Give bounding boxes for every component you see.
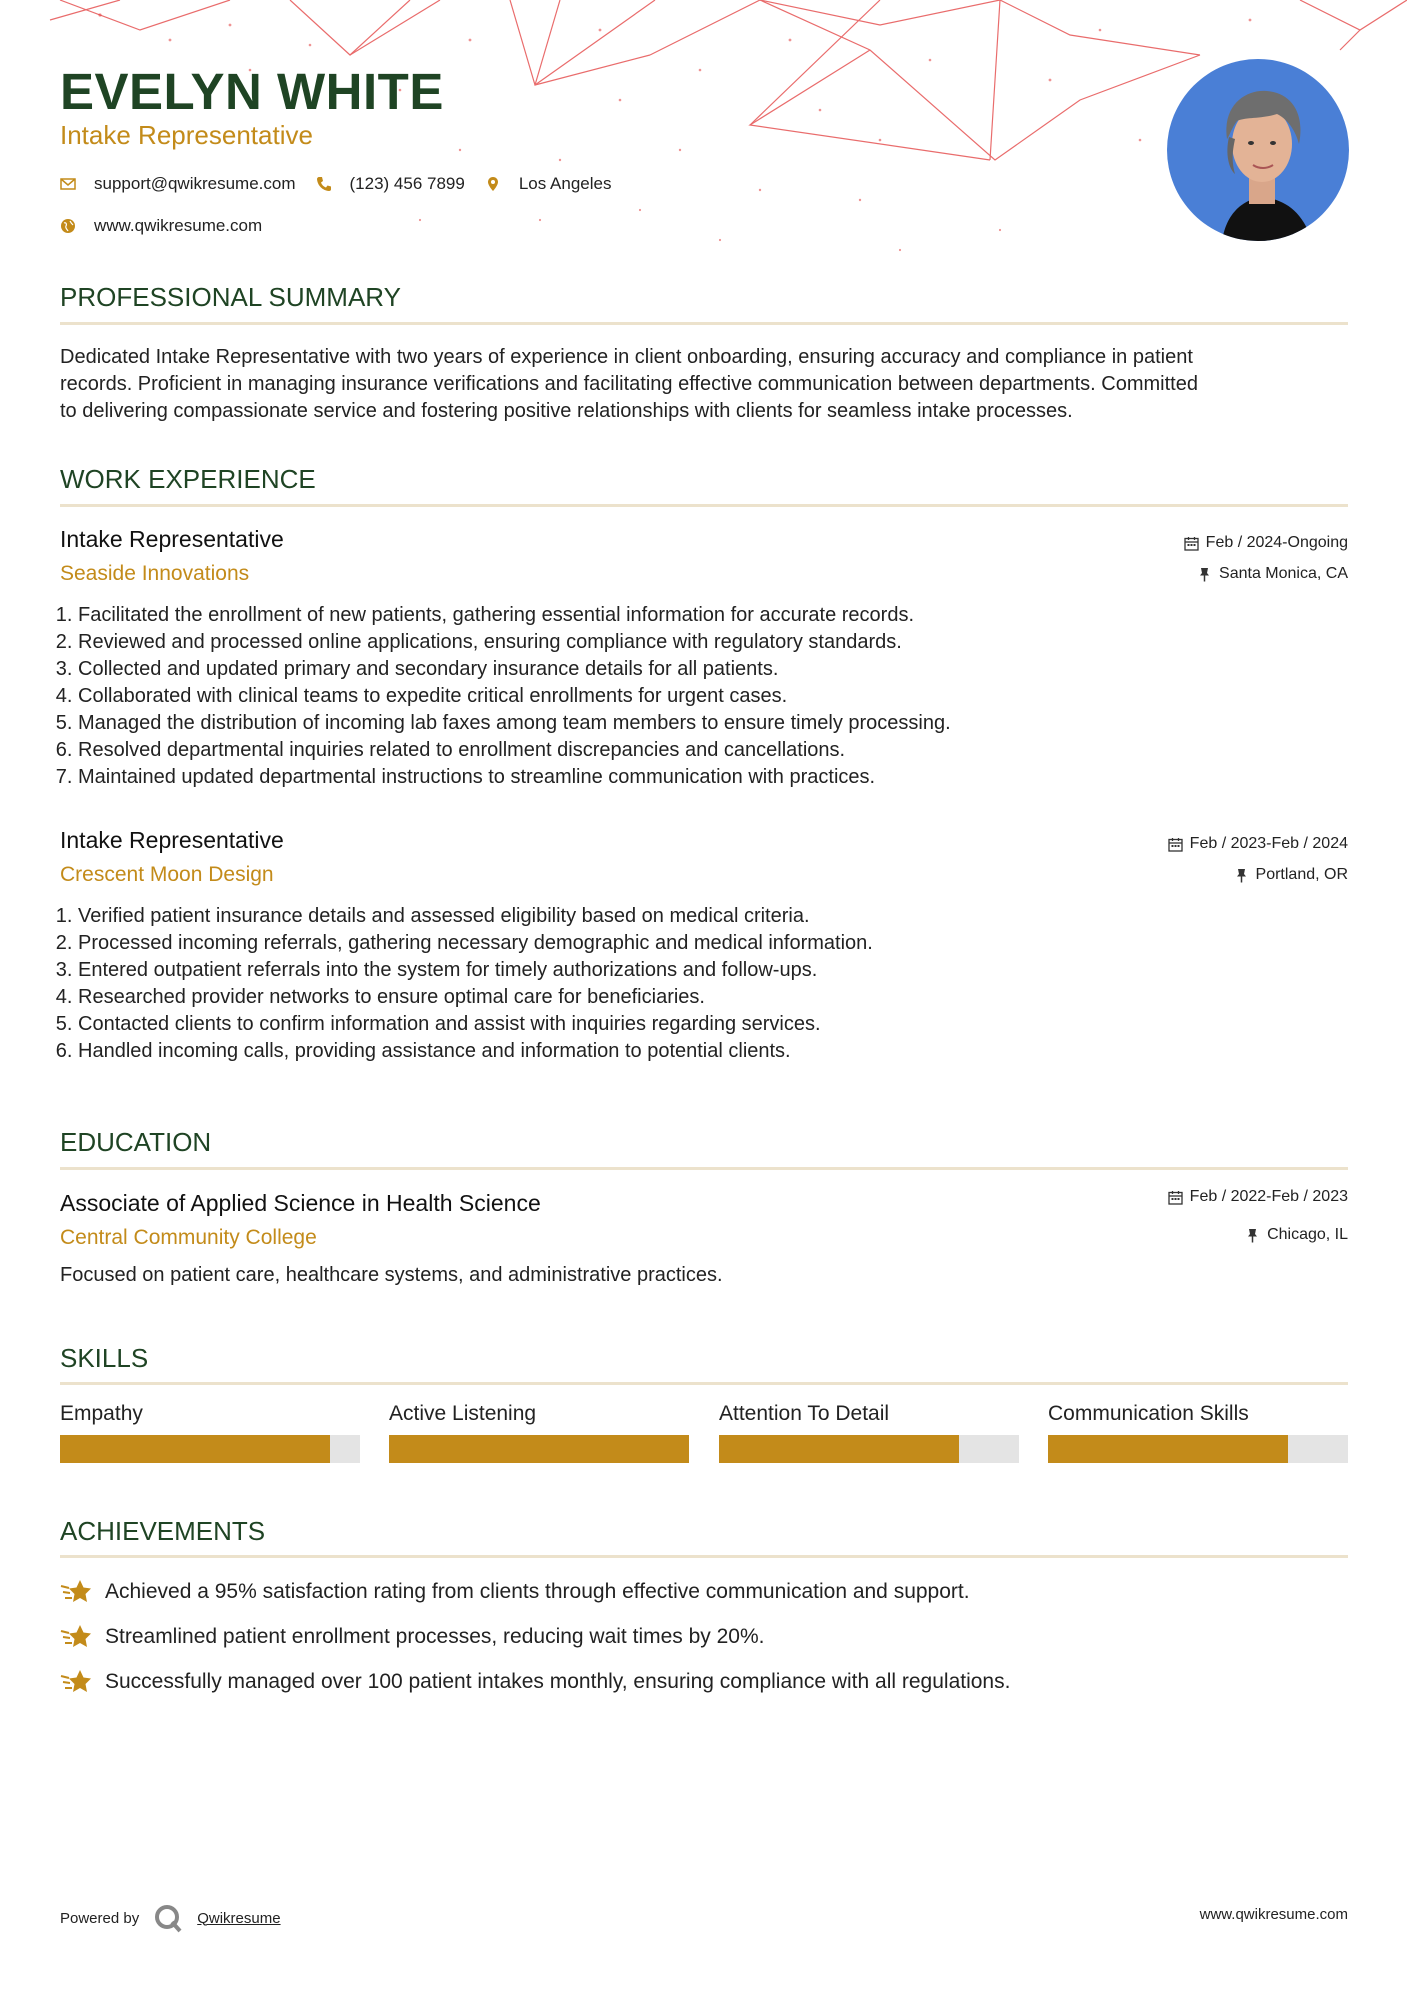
job-title: Intake Representative — [60, 827, 284, 853]
skill-item — [60, 1402, 360, 1426]
achievement-text: Achieved a 95% satisfaction rating from clients through effective communication and support. — [105, 1580, 970, 1603]
education-description: Focused on patient care, healthcare systems, and administrative practices. — [60, 1264, 723, 1286]
contact-location — [485, 174, 612, 194]
skill-bar — [389, 1435, 689, 1463]
skill-bar — [1048, 1435, 1348, 1463]
list-item: 5. Contacted clients to confirm information and assist with inquiries regarding services. — [78, 1011, 873, 1038]
list-item: 3. Collected and updated primary and secondary insurance details for all patients. — [78, 656, 951, 683]
job-bullets — [52, 903, 873, 1065]
list-item: 4. Researched provider networks to ensure optimal care for beneficiaries. — [78, 984, 873, 1011]
skill-bar — [719, 1435, 1019, 1463]
degree-title: Associate of Applied Science in Health Science — [60, 1190, 541, 1216]
skill-name: Empathy — [60, 1402, 143, 1425]
achievements-heading: ACHIEVEMENTS — [60, 1516, 266, 1546]
avatar-icon — [1167, 59, 1349, 241]
job-dates — [1168, 835, 1348, 853]
achievement-item — [60, 1577, 970, 1607]
summary-line: records. Proficient in managing insurance verifications and facilitating effective communication between departments. Committed — [60, 373, 1198, 395]
shooting-star-icon — [60, 1622, 92, 1652]
skill-name: Attention To Detail — [719, 1402, 890, 1425]
job-location-text: Portland, OR — [1255, 866, 1348, 883]
list-item: 6. Resolved departmental inquiries related to enrollment discrepancies and cancellations. — [78, 737, 951, 764]
summary-line: to delivering compassionate service and fostering positive relationships with clients for seamless intake processes. — [60, 400, 1073, 422]
job-dates-text: Feb / 2024-Ongoing — [1205, 534, 1348, 551]
list-item: 2. Processed incoming referrals, gathering necessary demographic and medical information. — [78, 930, 873, 957]
contact-row-2 — [60, 216, 282, 236]
qwikresume-link[interactable]: Qwikresume — [197, 1909, 281, 1927]
website-text: www.qwikresume.com — [94, 216, 263, 235]
skill-bar-fill — [719, 1435, 959, 1463]
profile-photo — [1167, 59, 1349, 241]
list-item: 7. Maintained updated departmental instructions to streamline communication with practices. — [78, 764, 951, 791]
skill-item — [719, 1402, 1019, 1426]
skills-heading: SKILLS — [60, 1343, 149, 1373]
summary-heading: PROFESSIONAL SUMMARY — [60, 282, 401, 312]
job-bullets — [52, 602, 951, 791]
summary-divider — [60, 322, 1348, 325]
education-location-text: Chicago, IL — [1267, 1226, 1348, 1243]
candidate-role: Intake Representative — [60, 120, 313, 150]
experience-heading: WORK EXPERIENCE — [60, 464, 316, 494]
contact-email[interactable] — [60, 174, 296, 194]
achievement-item — [60, 1622, 765, 1652]
skill-bar-fill — [60, 1435, 330, 1463]
envelope-icon — [60, 176, 76, 192]
list-item: 1. Facilitated the enrollment of new patients, gathering essential information for accurate records. — [78, 602, 951, 629]
skill-name: Active Listening — [389, 1402, 537, 1425]
education-dates-text: Feb / 2022-Feb / 2023 — [1189, 1188, 1348, 1205]
contact-website[interactable] — [60, 216, 262, 236]
contact-phone[interactable] — [316, 174, 465, 194]
summary-line: Dedicated Intake Representative with two years of experience in client onboarding, ensuring accuracy and compliance in patient — [60, 346, 1193, 368]
summary-text — [60, 344, 1350, 425]
calendar-icon — [1168, 837, 1183, 852]
calendar-icon — [1184, 536, 1199, 551]
education-location — [1245, 1226, 1348, 1244]
email-text: support@qwikresume.com — [94, 174, 296, 193]
list-item: 2. Reviewed and processed online applications, ensuring compliance with regulatory standards. — [78, 629, 951, 656]
pushpin-icon — [1197, 567, 1212, 582]
skill-name: Communication Skills — [1048, 1402, 1249, 1425]
qwikresume-logo-icon — [153, 1903, 183, 1933]
achievements-divider — [60, 1555, 1348, 1558]
job-title: Intake Representative — [60, 526, 284, 552]
contact-row-1 — [60, 174, 631, 194]
shooting-star-icon — [60, 1667, 92, 1697]
job-location — [1197, 565, 1348, 583]
skill-bar-fill — [389, 1435, 689, 1463]
list-item: 1. Verified patient insurance details and assessed eligibility based on medical criteria. — [78, 903, 873, 930]
list-item: 5. Managed the distribution of incoming lab faxes among team members to ensure timely processing. — [78, 710, 951, 737]
job-company: Seaside Innovations — [60, 562, 250, 585]
achievement-text: Successfully managed over 100 patient intakes monthly, ensuring compliance with all regulations. — [105, 1670, 1011, 1693]
location-text: Los Angeles — [518, 174, 612, 193]
skill-item — [389, 1402, 689, 1426]
pushpin-icon — [1234, 868, 1249, 883]
candidate-name: EVELYN WHITE — [60, 63, 444, 120]
phone-icon — [316, 176, 332, 192]
footer-powered-by — [60, 1903, 281, 1933]
job-location — [1234, 866, 1348, 884]
job-dates — [1184, 534, 1348, 552]
achievement-text: Streamlined patient enrollment processes, reducing wait times by 20%. — [105, 1625, 765, 1648]
skill-bar — [60, 1435, 360, 1463]
shooting-star-icon — [60, 1577, 92, 1607]
education-heading: EDUCATION — [60, 1127, 212, 1157]
education-dates — [1168, 1188, 1348, 1206]
achievement-item — [60, 1667, 1010, 1697]
job-dates-text: Feb / 2023-Feb / 2024 — [1189, 835, 1348, 852]
pushpin-icon — [1245, 1228, 1260, 1243]
skill-item — [1048, 1402, 1348, 1426]
map-pin-icon — [485, 176, 501, 192]
list-item: 6. Handled incoming calls, providing assistance and information to potential clients. — [78, 1038, 873, 1065]
phone-text: (123) 456 7899 — [349, 174, 465, 193]
list-item: 4. Collaborated with clinical teams to expedite critical enrollments for urgent cases. — [78, 683, 951, 710]
powered-by-label: Powered by — [60, 1909, 140, 1927]
skill-bar-fill — [1048, 1435, 1288, 1463]
calendar-icon — [1168, 1190, 1183, 1205]
globe-icon — [60, 218, 76, 234]
skills-divider — [60, 1382, 1348, 1385]
school-name: Central Community College — [60, 1226, 317, 1249]
job-company: Crescent Moon Design — [60, 863, 274, 886]
education-divider — [60, 1167, 1348, 1170]
job-location-text: Santa Monica, CA — [1219, 565, 1348, 582]
experience-divider — [60, 504, 1348, 507]
footer-website[interactable]: www.qwikresume.com — [1199, 1906, 1348, 1923]
list-item: 3. Entered outpatient referrals into the system for timely authorizations and follow-ups. — [78, 957, 873, 984]
